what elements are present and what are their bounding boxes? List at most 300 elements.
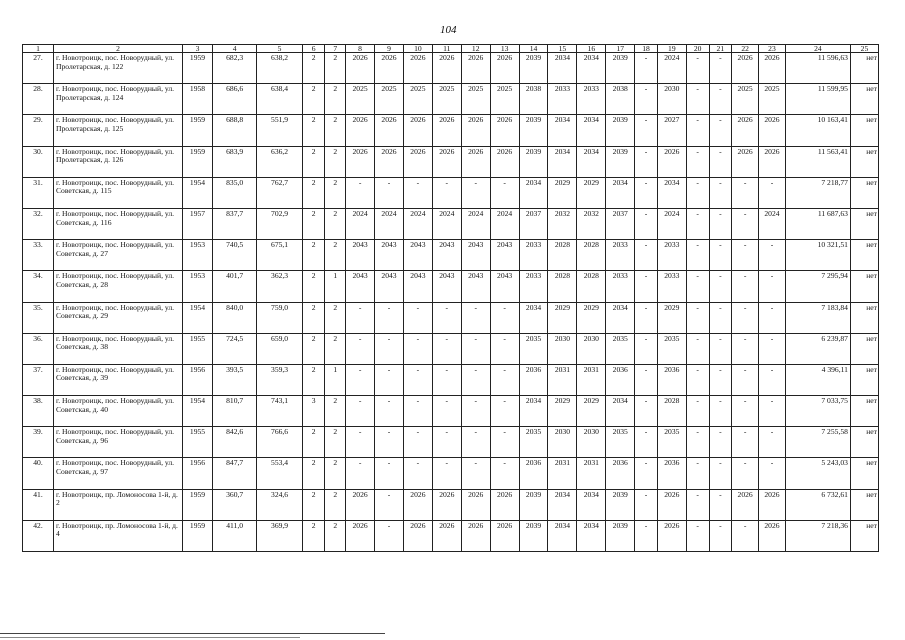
cell: 2026 xyxy=(461,115,490,146)
cell: 2035 xyxy=(519,333,548,364)
cell: 2031 xyxy=(548,458,577,489)
cell: 2025 xyxy=(375,84,404,115)
row-number-cell: 38. xyxy=(23,396,54,427)
cell: 2034 xyxy=(577,53,606,84)
cell: 2025 xyxy=(461,84,490,115)
cell: 2043 xyxy=(432,240,461,271)
cell: 2043 xyxy=(375,271,404,302)
cell: 2026 xyxy=(403,53,432,84)
cell: - xyxy=(635,458,658,489)
cell: 2 xyxy=(302,84,325,115)
cell: 2043 xyxy=(346,240,375,271)
cell: - xyxy=(686,115,709,146)
cell: 743,1 xyxy=(257,396,302,427)
cell: - xyxy=(346,333,375,364)
column-header-9: 9 xyxy=(375,45,404,53)
cell: 1953 xyxy=(183,240,213,271)
table-row xyxy=(23,177,879,208)
cell: - xyxy=(432,364,461,395)
cell: 2025 xyxy=(346,84,375,115)
cost-cell: 7 255,58 xyxy=(785,427,850,458)
cell: 2026 xyxy=(732,115,759,146)
cost-cell: 11 596,63 xyxy=(785,53,850,84)
cell: - xyxy=(709,458,732,489)
cell: - xyxy=(461,177,490,208)
column-header-21: 21 xyxy=(709,45,732,53)
cell: 2024 xyxy=(657,53,686,84)
cell: 837,7 xyxy=(212,208,256,239)
cell: 2028 xyxy=(657,396,686,427)
cost-cell: 7 218,36 xyxy=(785,520,850,551)
cell: 2039 xyxy=(606,520,635,551)
cell: - xyxy=(375,427,404,458)
cell: - xyxy=(759,333,786,364)
address-cell: г. Новотроицк, пос. Новорудный, ул. Советская, д. 27 xyxy=(53,240,182,271)
cell: 2036 xyxy=(519,364,548,395)
cell: 2043 xyxy=(403,240,432,271)
cell: 2025 xyxy=(490,84,519,115)
column-number-header-row xyxy=(23,45,879,53)
cell: - xyxy=(375,177,404,208)
cell: 2026 xyxy=(759,146,786,177)
cell: - xyxy=(759,427,786,458)
cell: 688,8 xyxy=(212,115,256,146)
cell: 2026 xyxy=(346,115,375,146)
cell: 2024 xyxy=(490,208,519,239)
flag-cell: нет xyxy=(850,489,878,520)
cell: - xyxy=(709,177,732,208)
cell: 1959 xyxy=(183,146,213,177)
cell: - xyxy=(635,520,658,551)
cell: 2036 xyxy=(657,364,686,395)
cell: 362,3 xyxy=(257,271,302,302)
housing-repair-schedule-table xyxy=(22,44,879,552)
cell: 2025 xyxy=(759,84,786,115)
cell: 2026 xyxy=(759,520,786,551)
cell: 675,1 xyxy=(257,240,302,271)
cell: 2039 xyxy=(606,489,635,520)
cell: - xyxy=(403,177,432,208)
cell: 2026 xyxy=(657,520,686,551)
cell: 766,6 xyxy=(257,427,302,458)
address-cell: г. Новотроицк, пос. Новорудный, ул. Советская, д. 40 xyxy=(53,396,182,427)
cell: - xyxy=(709,427,732,458)
row-number-cell: 42. xyxy=(23,520,54,551)
cell: - xyxy=(635,84,658,115)
cell: 2030 xyxy=(577,333,606,364)
cell: 2028 xyxy=(548,271,577,302)
cell: 2043 xyxy=(461,271,490,302)
column-header-11: 11 xyxy=(432,45,461,53)
cell: - xyxy=(709,115,732,146)
cell: 2034 xyxy=(519,177,548,208)
cell: 1953 xyxy=(183,271,213,302)
cell: 2024 xyxy=(461,208,490,239)
cell: 2034 xyxy=(519,302,548,333)
cost-cell: 5 243,03 xyxy=(785,458,850,489)
cell: - xyxy=(732,177,759,208)
cell: 2043 xyxy=(403,271,432,302)
cell: - xyxy=(635,208,658,239)
cell: - xyxy=(461,427,490,458)
cost-cell: 10 321,51 xyxy=(785,240,850,271)
cell: - xyxy=(732,364,759,395)
cell: - xyxy=(759,240,786,271)
cell: 2033 xyxy=(577,84,606,115)
column-header-5: 5 xyxy=(257,45,302,53)
cell: 2 xyxy=(302,458,325,489)
cell: 2039 xyxy=(519,520,548,551)
cell: - xyxy=(686,84,709,115)
table-row xyxy=(23,208,879,239)
cell: - xyxy=(635,396,658,427)
cell: 659,0 xyxy=(257,333,302,364)
cell: 2026 xyxy=(732,146,759,177)
cell: 840,0 xyxy=(212,302,256,333)
cell: - xyxy=(490,302,519,333)
row-number-cell: 32. xyxy=(23,208,54,239)
cell: - xyxy=(709,302,732,333)
cell: - xyxy=(732,396,759,427)
cell: 1956 xyxy=(183,364,213,395)
cell: - xyxy=(635,146,658,177)
cell: 2029 xyxy=(548,302,577,333)
cell: 683,9 xyxy=(212,146,256,177)
cell: 2 xyxy=(302,333,325,364)
cell: 2024 xyxy=(375,208,404,239)
table-row xyxy=(23,489,879,520)
cell: - xyxy=(759,458,786,489)
cell: 2033 xyxy=(606,271,635,302)
address-cell: г. Новотроицк, пос. Новорудный, ул. Советская, д. 29 xyxy=(53,302,182,333)
table-row xyxy=(23,302,879,333)
cell: - xyxy=(403,396,432,427)
cell: - xyxy=(709,146,732,177)
cell: - xyxy=(346,302,375,333)
cell: - xyxy=(490,458,519,489)
cell: - xyxy=(709,53,732,84)
cell: 1954 xyxy=(183,177,213,208)
footer-rule xyxy=(0,633,385,634)
cell: 2036 xyxy=(519,458,548,489)
table-row xyxy=(23,427,879,458)
cost-cell: 10 163,41 xyxy=(785,115,850,146)
cell: - xyxy=(686,271,709,302)
cell: 553,4 xyxy=(257,458,302,489)
cell: 2028 xyxy=(548,240,577,271)
cell: 1 xyxy=(325,364,346,395)
cell: 2 xyxy=(302,302,325,333)
cost-cell: 6 732,61 xyxy=(785,489,850,520)
column-header-19: 19 xyxy=(657,45,686,53)
cell: - xyxy=(635,115,658,146)
cell: 2043 xyxy=(346,271,375,302)
cell: 2026 xyxy=(346,146,375,177)
cell: 1957 xyxy=(183,208,213,239)
cell: 401,7 xyxy=(212,271,256,302)
cell: - xyxy=(346,396,375,427)
cell: - xyxy=(686,520,709,551)
cell: - xyxy=(732,240,759,271)
cell: 2 xyxy=(325,53,346,84)
column-header-2: 2 xyxy=(53,45,182,53)
address-cell: г. Новотроицк, пос. Новорудный, ул. Советская, д. 97 xyxy=(53,458,182,489)
table-row xyxy=(23,458,879,489)
cell: - xyxy=(432,177,461,208)
cell: - xyxy=(461,333,490,364)
flag-cell: нет xyxy=(850,302,878,333)
table-row xyxy=(23,84,879,115)
cell: 2 xyxy=(325,333,346,364)
cell: - xyxy=(635,302,658,333)
cell: 2026 xyxy=(490,115,519,146)
cell: 2031 xyxy=(548,364,577,395)
cell: 2026 xyxy=(461,146,490,177)
column-header-10: 10 xyxy=(403,45,432,53)
cell: 2035 xyxy=(657,427,686,458)
cell: - xyxy=(375,489,404,520)
table-row xyxy=(23,146,879,177)
cell: 2033 xyxy=(606,240,635,271)
column-header-6: 6 xyxy=(302,45,325,53)
cell: 2026 xyxy=(403,520,432,551)
cell: - xyxy=(709,84,732,115)
column-header-4: 4 xyxy=(212,45,256,53)
cell: - xyxy=(709,271,732,302)
flag-cell: нет xyxy=(850,396,878,427)
row-number-cell: 27. xyxy=(23,53,54,84)
cell: 2 xyxy=(302,520,325,551)
cell: 2043 xyxy=(490,240,519,271)
cell: - xyxy=(686,240,709,271)
cell: - xyxy=(709,208,732,239)
cell: - xyxy=(432,458,461,489)
column-header-15: 15 xyxy=(548,45,577,53)
row-number-cell: 39. xyxy=(23,427,54,458)
row-number-cell: 36. xyxy=(23,333,54,364)
cell: 2033 xyxy=(657,240,686,271)
cell: - xyxy=(490,396,519,427)
column-header-17: 17 xyxy=(606,45,635,53)
cell: 2 xyxy=(325,520,346,551)
column-header-12: 12 xyxy=(461,45,490,53)
cell: 1956 xyxy=(183,458,213,489)
cell: 810,7 xyxy=(212,396,256,427)
cell: 2026 xyxy=(432,115,461,146)
cell: 759,0 xyxy=(257,302,302,333)
cell: 2 xyxy=(325,458,346,489)
cell: - xyxy=(709,396,732,427)
table-row xyxy=(23,115,879,146)
cell: 1954 xyxy=(183,396,213,427)
row-number-cell: 34. xyxy=(23,271,54,302)
column-header-25: 25 xyxy=(850,45,878,53)
cell: 2 xyxy=(302,208,325,239)
address-cell: г. Новотроицк, пос. Новорудный, ул. Пролетарская, д. 122 xyxy=(53,53,182,84)
cell: 2034 xyxy=(657,177,686,208)
cell: 2024 xyxy=(403,208,432,239)
cell: 2039 xyxy=(519,489,548,520)
address-cell: г. Новотроицк, пос. Новорудный, ул. Советская, д. 116 xyxy=(53,208,182,239)
cost-cell: 4 396,11 xyxy=(785,364,850,395)
cell: - xyxy=(686,208,709,239)
cell: - xyxy=(709,364,732,395)
cell: 2026 xyxy=(346,489,375,520)
cell: - xyxy=(346,458,375,489)
cell: 1 xyxy=(325,271,346,302)
flag-cell: нет xyxy=(850,520,878,551)
cell: 1959 xyxy=(183,520,213,551)
address-cell: г. Новотроицк, пос. Новорудный, ул. Советская, д. 39 xyxy=(53,364,182,395)
address-cell: г. Новотроицк, пр. Ломоносова 1-й, д. 4 xyxy=(53,520,182,551)
cell: 2026 xyxy=(657,489,686,520)
flag-cell: нет xyxy=(850,364,878,395)
cell: - xyxy=(759,177,786,208)
cell: 2026 xyxy=(490,53,519,84)
cell: 2034 xyxy=(548,520,577,551)
column-header-20: 20 xyxy=(686,45,709,53)
cell: - xyxy=(490,333,519,364)
cell: 1954 xyxy=(183,302,213,333)
cell: 411,0 xyxy=(212,520,256,551)
cell: 2034 xyxy=(548,489,577,520)
cell: 686,6 xyxy=(212,84,256,115)
cell: 2026 xyxy=(759,53,786,84)
cell: 2 xyxy=(325,84,346,115)
cell: - xyxy=(375,458,404,489)
cell: 2035 xyxy=(606,427,635,458)
flag-cell: нет xyxy=(850,271,878,302)
cell: - xyxy=(686,333,709,364)
column-header-23: 23 xyxy=(759,45,786,53)
flag-cell: нет xyxy=(850,240,878,271)
table-body xyxy=(23,53,879,552)
address-cell: г. Новотроицк, пос. Новорудный, ул. Пролетарская, д. 124 xyxy=(53,84,182,115)
cell: 2 xyxy=(302,271,325,302)
cell: - xyxy=(403,302,432,333)
cell: 1959 xyxy=(183,489,213,520)
cell: 2043 xyxy=(461,240,490,271)
cell: - xyxy=(432,333,461,364)
row-number-cell: 28. xyxy=(23,84,54,115)
row-number-cell: 41. xyxy=(23,489,54,520)
cell: 359,3 xyxy=(257,364,302,395)
column-header-22: 22 xyxy=(732,45,759,53)
row-number-cell: 37. xyxy=(23,364,54,395)
flag-cell: нет xyxy=(850,427,878,458)
cell: - xyxy=(759,364,786,395)
cell: 2 xyxy=(302,146,325,177)
cell: - xyxy=(461,458,490,489)
cell: 2 xyxy=(325,240,346,271)
cell: 636,2 xyxy=(257,146,302,177)
cell: 2043 xyxy=(490,271,519,302)
cell: 2026 xyxy=(346,53,375,84)
flag-cell: нет xyxy=(850,53,878,84)
cell: 2026 xyxy=(461,520,490,551)
cell: 2 xyxy=(302,427,325,458)
address-cell: г. Новотроицк, пос. Новорудный, ул. Советская, д. 28 xyxy=(53,271,182,302)
cell: - xyxy=(686,53,709,84)
column-header-1: 1 xyxy=(23,45,54,53)
flag-cell: нет xyxy=(850,115,878,146)
cell: - xyxy=(375,520,404,551)
address-cell: г. Новотроицк, пр. Ломоносова 1-й, д. 2 xyxy=(53,489,182,520)
cell: 2033 xyxy=(548,84,577,115)
cell: 2030 xyxy=(548,333,577,364)
cell: - xyxy=(375,364,404,395)
cell: - xyxy=(375,396,404,427)
cell: 2036 xyxy=(657,458,686,489)
cell: 324,6 xyxy=(257,489,302,520)
cell: 2043 xyxy=(432,271,461,302)
cell: 2029 xyxy=(577,302,606,333)
cell: 2030 xyxy=(548,427,577,458)
cell: 2 xyxy=(325,177,346,208)
cell: 2026 xyxy=(759,115,786,146)
cell: 2 xyxy=(325,302,346,333)
cell: 2026 xyxy=(403,146,432,177)
cell: 2026 xyxy=(657,146,686,177)
cell: - xyxy=(432,302,461,333)
cell: 2029 xyxy=(577,177,606,208)
cell: 2 xyxy=(325,208,346,239)
cell: 842,6 xyxy=(212,427,256,458)
cell: 2036 xyxy=(606,458,635,489)
cell: 2025 xyxy=(432,84,461,115)
cell: - xyxy=(709,333,732,364)
cost-cell: 11 599,95 xyxy=(785,84,850,115)
column-header-8: 8 xyxy=(346,45,375,53)
cell: 740,5 xyxy=(212,240,256,271)
page-number: 104 xyxy=(440,24,457,36)
cell: 2026 xyxy=(375,146,404,177)
cell: - xyxy=(403,458,432,489)
cell: 2026 xyxy=(461,53,490,84)
cell: 2026 xyxy=(403,115,432,146)
cell: - xyxy=(375,302,404,333)
cell: 2026 xyxy=(759,489,786,520)
flag-cell: нет xyxy=(850,177,878,208)
cell: 2036 xyxy=(606,364,635,395)
cell: - xyxy=(461,302,490,333)
cell: - xyxy=(686,364,709,395)
cell: - xyxy=(461,364,490,395)
address-cell: г. Новотроицк, пос. Новорудный, ул. Советская, д. 96 xyxy=(53,427,182,458)
cell: 2034 xyxy=(577,146,606,177)
cell: 2 xyxy=(302,53,325,84)
cell: 638,2 xyxy=(257,53,302,84)
cell: 2038 xyxy=(519,84,548,115)
cell: 2037 xyxy=(606,208,635,239)
cell: - xyxy=(635,364,658,395)
cell: 2026 xyxy=(490,520,519,551)
cell: 2026 xyxy=(432,520,461,551)
cell: - xyxy=(375,333,404,364)
cell: - xyxy=(732,427,759,458)
cell: - xyxy=(686,177,709,208)
cell: - xyxy=(635,427,658,458)
cell: - xyxy=(490,177,519,208)
flag-cell: нет xyxy=(850,458,878,489)
table-row xyxy=(23,520,879,551)
table-row xyxy=(23,396,879,427)
cell: 2029 xyxy=(657,302,686,333)
cell: - xyxy=(490,364,519,395)
cell: 2034 xyxy=(606,177,635,208)
cell: 2033 xyxy=(657,271,686,302)
table-row xyxy=(23,364,879,395)
